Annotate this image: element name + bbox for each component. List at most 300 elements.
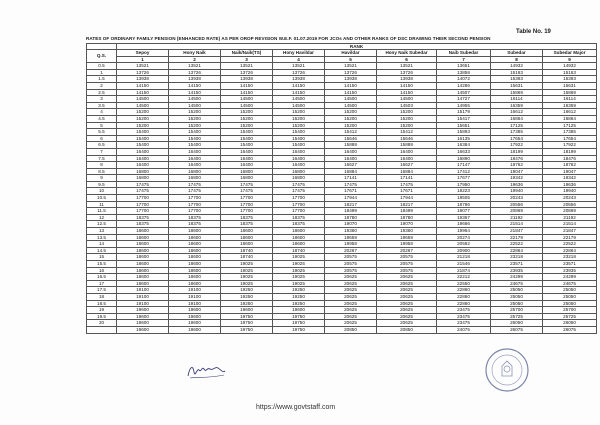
rate-cell: 15200 bbox=[169, 122, 221, 129]
rate-cell: 14507 bbox=[437, 89, 491, 96]
rate-cell: 16400 bbox=[273, 155, 325, 162]
rate-cell: 24299 bbox=[543, 274, 597, 281]
rate-cell: 18600 bbox=[117, 254, 169, 261]
rate-cell: 18762 bbox=[491, 162, 543, 169]
table-row bbox=[87, 82, 597, 89]
rate-cell: 15200 bbox=[169, 109, 221, 116]
rate-cell: 16359 bbox=[491, 102, 543, 109]
rate-cell: 18600 bbox=[117, 234, 169, 241]
rate-cell: 18600 bbox=[273, 234, 325, 241]
rate-cell: 20556 bbox=[491, 201, 543, 208]
table-row bbox=[87, 162, 597, 169]
rate-cell: 17475 bbox=[169, 188, 221, 195]
rate-cell: 20850 bbox=[325, 326, 377, 333]
rate-cell: 14150 bbox=[325, 82, 377, 89]
rate-cell: 19100 bbox=[117, 287, 169, 294]
rate-cell: 17125 bbox=[543, 122, 597, 129]
rate-cell: 15393 bbox=[491, 76, 543, 83]
table-row bbox=[87, 188, 597, 195]
rate-cell: 14500 bbox=[221, 96, 273, 103]
qs-cell: 19 bbox=[87, 307, 117, 314]
rate-cell: 19250 bbox=[221, 287, 273, 294]
rate-cell: 13726 bbox=[325, 69, 377, 76]
rate-cell: 19250 bbox=[221, 300, 273, 307]
rate-cell: 18375 bbox=[117, 221, 169, 228]
rate-cell: 17475 bbox=[169, 181, 221, 188]
rate-cell: 17700 bbox=[169, 201, 221, 208]
qs-cell: 14.5 bbox=[87, 247, 117, 254]
rate-cell: 19600 bbox=[169, 320, 221, 327]
rate-cell: 17125 bbox=[491, 122, 543, 129]
rate-cell: 18600 bbox=[221, 228, 273, 235]
rate-cell: 21192 bbox=[543, 214, 597, 221]
rate-cell: 20625 bbox=[377, 280, 437, 287]
qs-cell: 3 bbox=[87, 96, 117, 103]
rate-cell: 17385 bbox=[543, 129, 597, 136]
rate-cell: 17700 bbox=[169, 208, 221, 215]
rate-cell: 17141 bbox=[325, 175, 377, 182]
rate-cell: 16612 bbox=[543, 109, 597, 116]
rate-cell: 18600 bbox=[169, 280, 221, 287]
rate-cell: 19750 bbox=[273, 313, 325, 320]
table-row bbox=[87, 221, 597, 228]
rate-cell: 16384 bbox=[437, 142, 491, 149]
table-row bbox=[87, 293, 597, 300]
rate-cell: 19360 bbox=[377, 228, 437, 235]
rate-cell: 16135 bbox=[437, 135, 491, 142]
qs-cell: 5.5 bbox=[87, 129, 117, 136]
qs-cell: 10.5 bbox=[87, 195, 117, 202]
rate-cell: 19659 bbox=[325, 234, 377, 241]
rate-cell: 25725 bbox=[491, 313, 543, 320]
rate-cell: 20243 bbox=[543, 195, 597, 202]
rate-cell: 15200 bbox=[377, 109, 437, 116]
rate-cell: 19367 bbox=[437, 214, 491, 221]
rate-cell: 19600 bbox=[117, 326, 169, 333]
rate-cell: 20625 bbox=[377, 287, 437, 294]
rate-cell: 17700 bbox=[221, 195, 273, 202]
rate-cell: 20900 bbox=[437, 247, 491, 254]
rate-cell: 20575 bbox=[377, 261, 437, 268]
rate-cell: 17700 bbox=[117, 208, 169, 215]
rate-cell: 13938 bbox=[169, 76, 221, 83]
rate-cell: 13726 bbox=[169, 69, 221, 76]
rate-cell: 19666 bbox=[437, 221, 491, 228]
qs-cell: 11.5 bbox=[87, 208, 117, 215]
table-row bbox=[87, 280, 597, 287]
rate-cell: 14500 bbox=[169, 96, 221, 103]
rate-cell: 19600 bbox=[117, 307, 169, 314]
rate-cell: 26075 bbox=[543, 326, 597, 333]
qs-cell: 20 bbox=[87, 320, 117, 327]
rate-cell: 16114 bbox=[543, 96, 597, 103]
rate-cell: 16884 bbox=[325, 168, 377, 175]
rate-cell: 14932 bbox=[543, 63, 597, 70]
rate-cell: 16627 bbox=[377, 162, 437, 169]
table-row bbox=[87, 96, 597, 103]
rate-cell: 13938 bbox=[325, 76, 377, 83]
qs-cell: 8.5 bbox=[87, 168, 117, 175]
rate-cell: 13726 bbox=[117, 69, 169, 76]
rate-cell: 23571 bbox=[491, 261, 543, 268]
rate-cell: 18600 bbox=[117, 261, 169, 268]
rate-cell: 17141 bbox=[377, 175, 437, 182]
rate-cell: 18499 bbox=[325, 208, 377, 215]
table-row bbox=[87, 241, 597, 248]
qs-cell: 13.5 bbox=[87, 234, 117, 241]
rate-cell: 23218 bbox=[491, 254, 543, 261]
rate-cell: 19750 bbox=[221, 326, 273, 333]
rate-cell: 15400 bbox=[169, 129, 221, 136]
rate-cell: 19600 bbox=[117, 320, 169, 327]
table-row bbox=[87, 307, 597, 314]
rate-cell: 15400 bbox=[221, 135, 273, 142]
rate-cell: 18199 bbox=[543, 148, 597, 155]
rate-cell: 17700 bbox=[273, 208, 325, 215]
rate-cell: 19047 bbox=[491, 168, 543, 175]
rate-cell: 17475 bbox=[117, 188, 169, 195]
rate-cell: 14955 bbox=[437, 102, 491, 109]
rate-cell: 17700 bbox=[117, 195, 169, 202]
rate-cell: 15412 bbox=[377, 129, 437, 136]
rate-cell: 24299 bbox=[491, 274, 543, 281]
qs-cell: 14 bbox=[87, 241, 117, 248]
table-row bbox=[87, 214, 597, 221]
qs-cell: 17.5 bbox=[87, 287, 117, 294]
rate-cell: 18505 bbox=[437, 195, 491, 202]
table-row bbox=[87, 313, 597, 320]
rate-cell: 17700 bbox=[273, 201, 325, 208]
rate-cell: 16400 bbox=[221, 148, 273, 155]
rate-cell: 18600 bbox=[169, 241, 221, 248]
rate-cell: 13651 bbox=[437, 63, 491, 70]
handwritten-signature bbox=[184, 360, 228, 382]
rate-cell: 15400 bbox=[273, 129, 325, 136]
qs-cell: 18 bbox=[87, 293, 117, 300]
qs-cell: 12 bbox=[87, 214, 117, 221]
column-header: Subedar bbox=[491, 50, 543, 57]
rate-cell: 17700 bbox=[117, 201, 169, 208]
rate-cell: 17654 bbox=[543, 135, 597, 142]
rate-cell: 19025 bbox=[273, 261, 325, 268]
rate-cell: 15631 bbox=[491, 82, 543, 89]
qs-cell: 3.5 bbox=[87, 102, 117, 109]
rate-cell: 23571 bbox=[543, 261, 597, 268]
table-row bbox=[87, 155, 597, 162]
qs-cell: 6 bbox=[87, 135, 117, 142]
table-row bbox=[87, 102, 597, 109]
table-row bbox=[87, 274, 597, 281]
rate-cell: 22864 bbox=[543, 247, 597, 254]
rate-cell: 19100 bbox=[117, 293, 169, 300]
rate-cell: 19250 bbox=[273, 293, 325, 300]
rate-cell: 18375 bbox=[169, 214, 221, 221]
rate-cell: 15200 bbox=[273, 115, 325, 122]
column-number: 8 bbox=[491, 56, 543, 63]
table-row bbox=[87, 109, 597, 116]
rate-cell: 14503 bbox=[377, 102, 437, 109]
rate-cell: 16400 bbox=[377, 155, 437, 162]
rate-cell: 15651 bbox=[437, 122, 491, 129]
rate-cell: 17677 bbox=[437, 175, 491, 182]
qs-cell: 19.5 bbox=[87, 313, 117, 320]
table-row bbox=[87, 267, 597, 274]
qs-header: Q.S. bbox=[87, 50, 117, 63]
rate-cell: 16400 bbox=[117, 148, 169, 155]
rate-cell: 19958 bbox=[377, 241, 437, 248]
rate-cell: 18780 bbox=[325, 214, 377, 221]
rate-cell: 24675 bbox=[543, 280, 597, 287]
rate-cell: 15200 bbox=[325, 109, 377, 116]
table-row bbox=[87, 254, 597, 261]
rate-cell: 22860 bbox=[437, 293, 491, 300]
qs-cell: 8 bbox=[87, 162, 117, 169]
table-row bbox=[87, 135, 597, 142]
column-number: 2 bbox=[169, 56, 221, 63]
rate-cell: 19025 bbox=[221, 274, 273, 281]
qs-cell: 2 bbox=[87, 82, 117, 89]
rate-cell: 19025 bbox=[221, 280, 273, 287]
rate-cell: 15200 bbox=[221, 109, 273, 116]
table-row bbox=[87, 181, 597, 188]
rate-cell: 15393 bbox=[543, 76, 597, 83]
rate-cell: 19025 bbox=[273, 280, 325, 287]
rate-cell: 19600 bbox=[221, 307, 273, 314]
qs-cell: 15.5 bbox=[87, 261, 117, 268]
rate-cell: 18740 bbox=[221, 254, 273, 261]
rate-cell: 22864 bbox=[491, 247, 543, 254]
rate-cell: 21874 bbox=[437, 267, 491, 274]
column-number: 3 bbox=[221, 56, 273, 63]
column-number: 1 bbox=[117, 56, 169, 63]
rate-cell: 16400 bbox=[221, 162, 273, 169]
rate-cell: 15631 bbox=[543, 82, 597, 89]
rate-cell: 19250 bbox=[221, 293, 273, 300]
rate-cell: 14150 bbox=[273, 82, 325, 89]
rate-cell: 15893 bbox=[437, 129, 491, 136]
rate-cell: 16400 bbox=[117, 155, 169, 162]
rate-cell: 20575 bbox=[325, 267, 377, 274]
rate-cell: 17700 bbox=[221, 201, 273, 208]
rate-cell: 26050 bbox=[491, 320, 543, 327]
rate-cell: 17385 bbox=[491, 129, 543, 136]
rate-cell: 17654 bbox=[491, 135, 543, 142]
qs-cell: 7 bbox=[87, 148, 117, 155]
rate-cell: 20267 bbox=[377, 247, 437, 254]
rate-cell: 18375 bbox=[273, 221, 325, 228]
rate-cell: 21514 bbox=[543, 221, 597, 228]
rate-cell: 19025 bbox=[273, 274, 325, 281]
rate-cell: 20625 bbox=[325, 307, 377, 314]
table-row bbox=[87, 300, 597, 307]
rate-cell: 25050 bbox=[543, 300, 597, 307]
rate-cell: 15888 bbox=[325, 142, 377, 149]
rate-cell: 15400 bbox=[117, 129, 169, 136]
rate-cell: 19025 bbox=[221, 261, 273, 268]
rate-cell: 13521 bbox=[221, 63, 273, 70]
rate-cell: 20625 bbox=[377, 313, 437, 320]
official-seal-stamp bbox=[484, 347, 530, 393]
rate-cell: 25050 bbox=[543, 287, 597, 294]
table-row bbox=[87, 261, 597, 268]
rate-cell: 25050 bbox=[491, 300, 543, 307]
rate-cell: 16884 bbox=[377, 168, 437, 175]
rate-cell: 15400 bbox=[117, 135, 169, 142]
rate-cell: 18600 bbox=[273, 241, 325, 248]
rate-cell: 16800 bbox=[169, 175, 221, 182]
rate-cell: 13726 bbox=[273, 69, 325, 76]
rate-cell: 19600 bbox=[169, 326, 221, 333]
column-number: 5 bbox=[325, 56, 377, 63]
rate-cell: 18375 bbox=[221, 221, 273, 228]
rate-cell: 18600 bbox=[221, 241, 273, 248]
rate-cell: 16400 bbox=[325, 155, 377, 162]
rate-cell: 16864 bbox=[491, 115, 543, 122]
rate-cell: 19342 bbox=[543, 175, 597, 182]
column-header: Hony Naik Subedar bbox=[377, 50, 437, 57]
rate-cell: 15400 bbox=[169, 135, 221, 142]
rate-cell: 19940 bbox=[543, 188, 597, 195]
qs-cell bbox=[87, 326, 117, 333]
qs-cell: 7.5 bbox=[87, 155, 117, 162]
rate-cell: 19750 bbox=[273, 320, 325, 327]
rate-cell: 14150 bbox=[377, 89, 437, 96]
rate-cell: 20625 bbox=[377, 320, 437, 327]
rate-cell: 16800 bbox=[273, 175, 325, 182]
rate-cell: 20625 bbox=[325, 300, 377, 307]
rate-cell: 19600 bbox=[169, 313, 221, 320]
rate-cell: 16114 bbox=[491, 96, 543, 103]
rate-cell: 14500 bbox=[377, 96, 437, 103]
rate-cell: 17147 bbox=[437, 162, 491, 169]
rate-cell: 15869 bbox=[543, 89, 597, 96]
rate-cell: 14500 bbox=[117, 96, 169, 103]
rate-cell: 16800 bbox=[117, 175, 169, 182]
table-row bbox=[87, 247, 597, 254]
rate-cell: 19070 bbox=[325, 221, 377, 228]
rate-cell: 20243 bbox=[491, 195, 543, 202]
rate-cell: 14150 bbox=[377, 82, 437, 89]
rate-cell: 14150 bbox=[273, 89, 325, 96]
column-header: Sepoy bbox=[117, 50, 169, 57]
rate-cell: 21514 bbox=[491, 221, 543, 228]
rate-cell: 13521 bbox=[377, 63, 437, 70]
rate-cell: 14150 bbox=[221, 82, 273, 89]
qs-cell: 4.5 bbox=[87, 115, 117, 122]
rate-cell: 15200 bbox=[117, 115, 169, 122]
table-row bbox=[87, 320, 597, 327]
rate-cell: 23475 bbox=[437, 307, 491, 314]
rate-cell: 18600 bbox=[273, 228, 325, 235]
rate-cell: 15200 bbox=[221, 115, 273, 122]
rate-cell: 14727 bbox=[437, 96, 491, 103]
rate-cell: 20274 bbox=[437, 234, 491, 241]
rate-cell: 19100 bbox=[169, 287, 221, 294]
rate-cell: 14500 bbox=[169, 102, 221, 109]
rate-cell: 20575 bbox=[325, 254, 377, 261]
rate-cell: 24075 bbox=[437, 326, 491, 333]
rank-header: RANK bbox=[117, 44, 597, 50]
rate-cell: 18476 bbox=[543, 155, 597, 162]
qs-cell: 0.5 bbox=[87, 63, 117, 70]
rate-cell: 14150 bbox=[117, 89, 169, 96]
rate-cell: 14150 bbox=[117, 82, 169, 89]
rate-cell: 19342 bbox=[491, 175, 543, 182]
column-number: 6 bbox=[377, 56, 437, 63]
rate-cell: 18217 bbox=[377, 201, 437, 208]
rate-cell: 16400 bbox=[273, 162, 325, 169]
rate-cell: 24675 bbox=[491, 280, 543, 287]
rate-cell: 13938 bbox=[273, 76, 325, 83]
rate-cell: 22179 bbox=[543, 234, 597, 241]
rate-cell: 14932 bbox=[491, 63, 543, 70]
rate-cell: 20869 bbox=[543, 208, 597, 215]
rate-cell: 16400 bbox=[169, 155, 221, 162]
rate-cell: 19750 bbox=[273, 326, 325, 333]
rate-cell: 20582 bbox=[437, 241, 491, 248]
rate-cell: 16627 bbox=[325, 162, 377, 169]
rate-cell: 15400 bbox=[117, 142, 169, 149]
rate-cell: 25700 bbox=[491, 307, 543, 314]
qs-cell: 17 bbox=[87, 280, 117, 287]
rate-cell: 19047 bbox=[543, 168, 597, 175]
qs-cell: 16 bbox=[87, 267, 117, 274]
qs-cell: 1.5 bbox=[87, 76, 117, 83]
rate-cell: 19750 bbox=[221, 320, 273, 327]
rate-cell: 23935 bbox=[491, 267, 543, 274]
rate-cell: 15163 bbox=[543, 69, 597, 76]
column-header: Havildar bbox=[325, 50, 377, 57]
table-row bbox=[87, 201, 597, 208]
rate-cell: 17944 bbox=[325, 195, 377, 202]
table-row bbox=[87, 69, 597, 76]
qs-cell: 1 bbox=[87, 69, 117, 76]
rate-cell: 15200 bbox=[117, 122, 169, 129]
table-row bbox=[87, 89, 597, 96]
rate-cell: 18600 bbox=[117, 228, 169, 235]
rate-cell: 20625 bbox=[325, 280, 377, 287]
qs-cell: 15 bbox=[87, 254, 117, 261]
rate-cell: 15163 bbox=[491, 69, 543, 76]
rate-cell: 18600 bbox=[169, 234, 221, 241]
rate-cell: 19659 bbox=[377, 234, 437, 241]
rate-cell: 20575 bbox=[325, 261, 377, 268]
rate-cell: 18499 bbox=[377, 208, 437, 215]
rate-cell: 19750 bbox=[221, 313, 273, 320]
rate-cell: 18600 bbox=[169, 261, 221, 268]
rate-cell: 20625 bbox=[377, 274, 437, 281]
table-row bbox=[87, 326, 597, 333]
rate-cell: 26050 bbox=[543, 320, 597, 327]
rate-cell: 21546 bbox=[437, 261, 491, 268]
rate-cell: 14072 bbox=[437, 76, 491, 83]
rate-cell: 19636 bbox=[491, 181, 543, 188]
rate-cell: 13521 bbox=[273, 63, 325, 70]
rate-cell: 18375 bbox=[273, 214, 325, 221]
column-number: 4 bbox=[273, 56, 325, 63]
table-row bbox=[87, 63, 597, 70]
rate-cell: 19100 bbox=[117, 300, 169, 307]
qs-cell: 9 bbox=[87, 175, 117, 182]
rate-cell: 20625 bbox=[377, 300, 437, 307]
rate-cell: 17700 bbox=[169, 195, 221, 202]
rate-cell: 14500 bbox=[325, 102, 377, 109]
rate-cell: 18600 bbox=[117, 280, 169, 287]
rate-cell: 18375 bbox=[117, 214, 169, 221]
rate-cell: 18223 bbox=[437, 188, 491, 195]
rate-cell: 19100 bbox=[169, 293, 221, 300]
table-row bbox=[87, 76, 597, 83]
